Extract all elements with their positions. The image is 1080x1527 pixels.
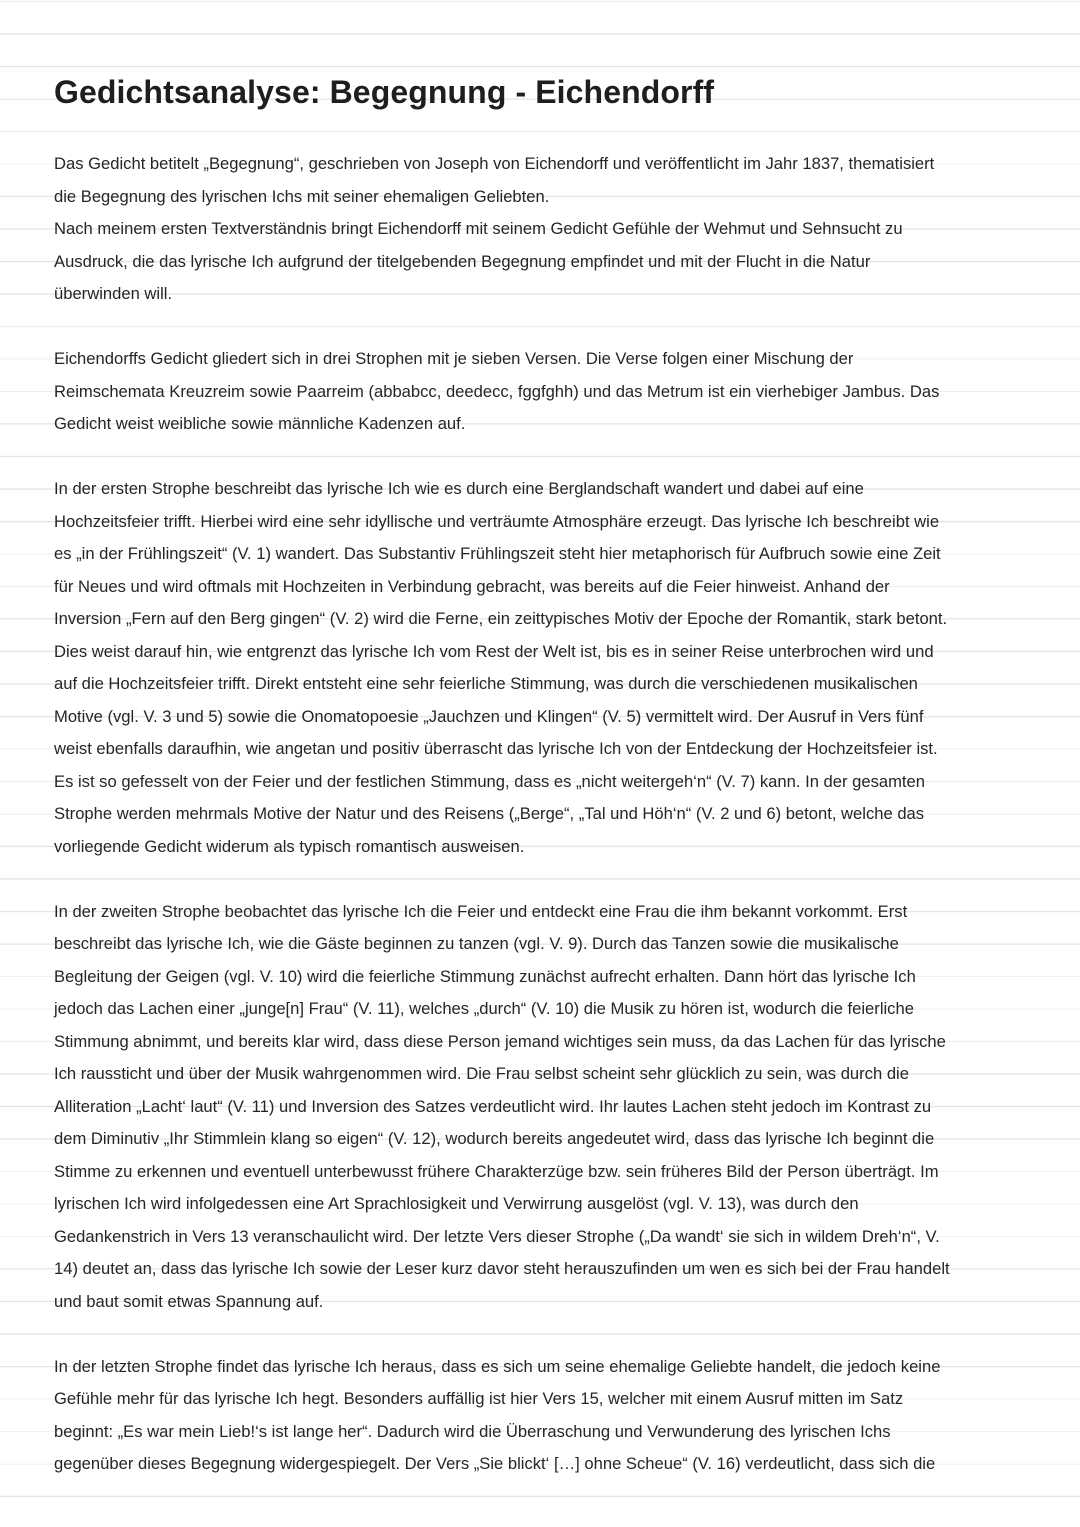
text-line: die Begegnung des lyrischen Ichs mit seiner ehemaligen Geliebten. xyxy=(54,186,550,206)
text-line: Es ist so gefesselt von der Feier und der festlichen Stimmung, dass es „nicht weitergeh‘n“ (V. 7) kann. In der gesamten xyxy=(54,771,925,791)
text-line: lyrischen Ich wird infolgedessen eine Art Sprachlosigkeit und Verwirrung ausgelöst (vgl. V. 13), was durch den xyxy=(54,1194,859,1213)
text-line: auf die Hochzeitsfeier trifft. Direkt entsteht eine sehr feierliche Stimmung, was durch die verschiedenen musikalischen xyxy=(54,674,918,693)
text-line: Hochzeitsfeier trifft. Hierbei wird eine sehr idyllische und verträumte Atmosphäre erzeugt. Das lyrische Ich beschreibt wie xyxy=(54,511,940,531)
text-line: Ausdruck, die das lyrische Ich aufgrund der titelgebenden Begegnung empfindet und mit der Flucht in die Natur xyxy=(54,251,871,271)
text-line: Stimmung abnimmt, und bereits klar wird, dass diese Person jemand wichtiges sein muss, da das Lachen für das lyrische xyxy=(54,1031,946,1051)
paragraph-introduction xyxy=(54,148,1044,311)
text-line: Ich raussticht und über der Musik wahrgenommen wird. Die Frau selbst scheint sehr glücklich zu sein, was durch die xyxy=(54,1064,909,1083)
text-line: Gedicht weist weibliche sowie männliche Kadenzen auf. xyxy=(54,414,466,433)
paragraph-first-stanza xyxy=(54,473,1044,863)
analysis-body xyxy=(54,148,1044,1513)
text-line: Nach meinem ersten Textverständnis bringt Eichendorff mit seinem Gedicht Gefühle der Wehmut und Sehnsucht zu xyxy=(54,219,903,238)
text-line: Begleitung der Geigen (vgl. V. 10) wird die feierliche Stimmung zunächst aufrecht erhalten. Dann hört das lyrische Ich xyxy=(54,966,916,986)
text-line: Motive (vgl. V. 3 und 5) sowie die Onomatopoesie „Jauchzen und Klingen“ (V. 5) vermittelt wird. Der Ausruf in Vers fünf xyxy=(54,706,924,726)
text-line: jedoch das Lachen einer „junge[n] Frau“ (V. 11), welches „durch“ (V. 10) die Musik zu hören ist, wodurch die feierliche xyxy=(54,999,914,1018)
text-line: und baut somit etwas Spannung auf. xyxy=(54,1291,324,1311)
text-line: beginnt: „Es war mein Lieb!‘s ist lange her“. Dadurch wird die Überraschung und Verwunderung des lyrischen Ichs xyxy=(54,1421,891,1441)
text-line: für Neues und wird oftmals mit Hochzeiten in Verbindung gebracht, was bereits auf die Feier hinweist. Anhand der xyxy=(54,576,890,596)
text-line: vorliegende Gedicht widerum als typisch romantisch ausweisen. xyxy=(54,836,525,856)
text-line: Strophe werden mehrmals Motive der Natur und des Reisens („Berge“, „Tal und Höh‘n“ (V. 2 und 6) betont, welche das xyxy=(54,804,925,823)
paragraph-form-analysis xyxy=(54,343,1044,441)
text-line: es „in der Frühlingszeit“ (V. 1) wandert. Das Substantiv Frühlingszeit steht hier metaphorisch für Aufbruch sowie eine Zeit xyxy=(54,544,941,563)
text-line: Eichendorffs Gedicht gliedert sich in drei Strophen mit je sieben Versen. Die Verse folgen einer Mischung der xyxy=(54,349,854,368)
text-line: In der ersten Strophe beschreibt das lyrische Ich wie es durch eine Berglandschaft wandert und dabei auf eine xyxy=(54,479,864,498)
text-line: gegenüber dieses Begegnung widergespiegelt. Der Vers „Sie blickt‘ […] ohne Scheue“ (V. 16) verdeutlicht, dass sich die xyxy=(54,1454,936,1473)
text-line: In der letzten Strophe findet das lyrische Ich heraus, dass es sich um seine ehemalige Geliebte handelt, die jedoch keine xyxy=(54,1356,941,1376)
text-line: Dies weist darauf hin, wie entgrenzt das lyrische Ich vom Rest der Welt ist, bis es in seiner Reise unterbrochen wird und xyxy=(54,641,934,661)
text-line: überwinden will. xyxy=(54,284,173,303)
text-line: dem Diminutiv „Ihr Stimmlein klang so eigen“ (V. 12), wodurch bereits angedeutet wird, dass das lyrische Ich beginnt die xyxy=(54,1129,935,1148)
text-line: In der zweiten Strophe beobachtet das lyrische Ich die Feier und entdeckt eine Frau die ihm bekannt vorkommt. Erst xyxy=(54,901,908,921)
paragraph-third-stanza xyxy=(54,1351,1044,1481)
paragraph-second-stanza xyxy=(54,896,1044,1319)
text-line: Gefühle mehr für das lyrische Ich hegt. Besonders auffällig ist hier Vers 15, welcher mit einem Ausruf mitten im Satz xyxy=(54,1389,904,1408)
text-line: Gedankenstrich in Vers 13 veranschaulicht wird. Der letzte Vers dieser Strophe („Da wandt‘ sie sich in wildem Dreh‘n“, V. xyxy=(54,1226,940,1246)
page-title: Gedichtsanalyse: Begegnung - Eichendorff xyxy=(54,74,715,110)
text-line: Alliteration „Lacht‘ laut“ (V. 11) und Inversion des Satzes verdeutlicht wird. Ihr lautes Lachen steht jedoch im Kontrast zu xyxy=(54,1096,932,1116)
text-line: weist ebenfalls daraufhin, wie angetan und positiv überrascht das lyrische Ich von der Entdeckung der Hochzeitsfeier ist. xyxy=(54,739,938,758)
text-line: beschreibt das lyrische Ich, wie die Gäste beginnen zu tanzen (vgl. V. 9). Durch das Tanzen sowie die musikalische xyxy=(54,934,899,953)
text-line: Das Gedicht betitelt „Begegnung“, geschrieben von Joseph von Eichendorff und veröffentlicht im Jahr 1837, thematisiert xyxy=(54,154,935,173)
text-line: 14) deutet an, dass das lyrische Ich sowie der Leser kurz davor steht herauszufinden um wen es sich bei der Frau handelt xyxy=(54,1259,950,1278)
text-line: Reimschemata Kreuzreim sowie Paarreim (abbabcc, deedecc, fggfghh) und das Metrum ist ein vierhebiger Jambus. Das xyxy=(54,381,940,401)
text-line: Inversion „Fern auf den Berg gingen“ (V. 2) wird die Ferne, ein zeittypisches Motiv der Epoche der Romantik, stark betont. xyxy=(54,609,948,628)
text-line: Stimme zu erkennen und eventuell unterbewusst frühere Charakterzüge bzw. sein früheres Bild der Person überträgt. Im xyxy=(54,1161,939,1181)
